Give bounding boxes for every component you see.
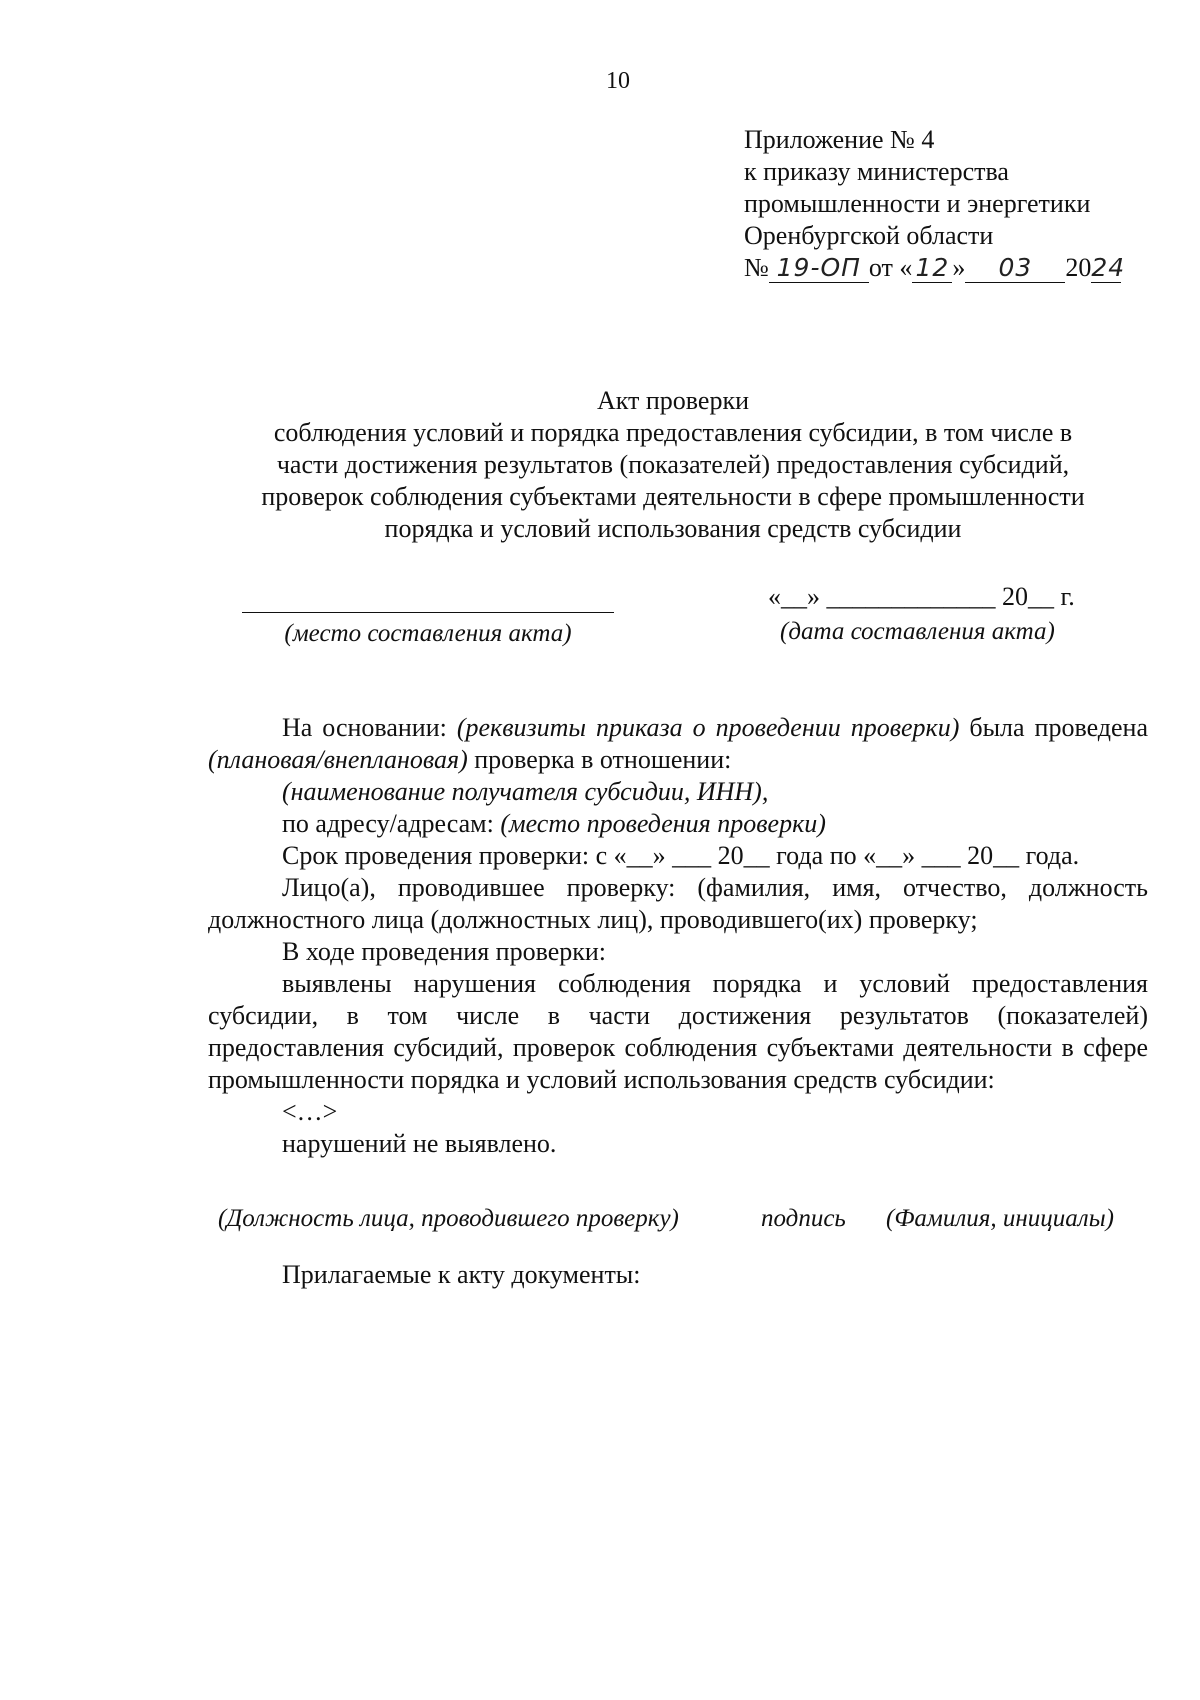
place-blank-line — [242, 612, 614, 613]
appendix-line: Оренбургской области — [744, 221, 994, 250]
place-caption: (место составления акта) — [284, 620, 572, 647]
basis-label: На основании: — [282, 713, 457, 742]
violations-paragraph: выявлены нарушения соблюдения порядка и условий предоставления субсидии, в том числе в части достижения результатов (показателей) предоставления субсидий, проверок соблюдения субъектами деятельности в сфере промышленности порядка и условий использования средств субсидии: — [208, 969, 1148, 1094]
appendix-line: к приказу министерства — [744, 157, 1009, 186]
order-day: 12 — [912, 254, 952, 283]
date-caption: (дата составления акта) — [780, 618, 1055, 645]
order-number-line — [744, 252, 1126, 284]
quote-close: » — [952, 253, 966, 282]
order-month: 03 — [965, 254, 1065, 283]
number-prefix: № — [744, 253, 769, 282]
appendix-title: Приложение № 4 — [744, 125, 935, 154]
act-body — [208, 712, 1148, 1160]
title-line: проверок соблюдения субъектами деятельности в сфере промышленности — [261, 482, 1085, 511]
basis-paragraph — [208, 712, 1148, 776]
title-heading: Акт проверки — [596, 386, 750, 415]
from-label: от — [868, 253, 893, 282]
address-label: по адресу/адресам: — [282, 809, 501, 838]
check-type-placeholder: (плановая/внеплановая) — [208, 745, 468, 774]
title-line: соблюдения условий и порядка предоставления субсидии, в том числе в — [273, 418, 1073, 447]
conducted-text: была проведена — [959, 713, 1149, 742]
order-number: 19-ОП — [769, 254, 869, 283]
appendix-line: промышленности и энергетики — [744, 189, 1091, 218]
check-regarding-text: проверка в отношении: — [467, 745, 732, 774]
name-caption: (Фамилия, инициалы) — [886, 1205, 1114, 1232]
title-line: части достижения результатов (показателей) предоставления субсидий, — [276, 450, 1070, 479]
address-line — [208, 808, 1148, 840]
document-title — [0, 385, 1200, 545]
position-caption: (Должность лица, проводившего проверку) — [218, 1205, 679, 1232]
order-details-placeholder: (реквизиты приказа о проведении проверки) — [456, 713, 960, 742]
during-check-line: В ходе проведения проверки: — [282, 937, 607, 966]
inspector-paragraph: Лицо(а), проводившее проверку: (фамилия, имя, отчество, должность должностного лица (должностных лиц), проводившего(их) проверку; — [208, 873, 1148, 934]
period-line: Срок проведения проверки: с «__» ___ 20__ года по «__» ___ 20__ года. — [282, 841, 1080, 870]
address-placeholder: (место проведения проверки) — [500, 809, 826, 838]
recipient-placeholder: (наименование получателя субсидии, ИНН), — [282, 777, 769, 806]
page-number: 10 — [606, 68, 630, 94]
order-year: 24 — [1091, 253, 1126, 282]
date-blank-line: «__» _____________ 20__ г. — [768, 582, 1075, 611]
no-violations-line: нарушений не выявлено. — [282, 1129, 557, 1158]
quote-open: « — [899, 253, 913, 282]
attachments-label: Прилагаемые к акту документы: — [282, 1260, 641, 1289]
signature-caption: подпись — [761, 1205, 846, 1232]
ellipsis-line: <…> — [282, 1097, 338, 1126]
year-prefix: 20 — [1065, 253, 1092, 282]
appendix-block — [744, 124, 1126, 284]
title-line: порядка и условий использования средств субсидии — [384, 514, 962, 543]
